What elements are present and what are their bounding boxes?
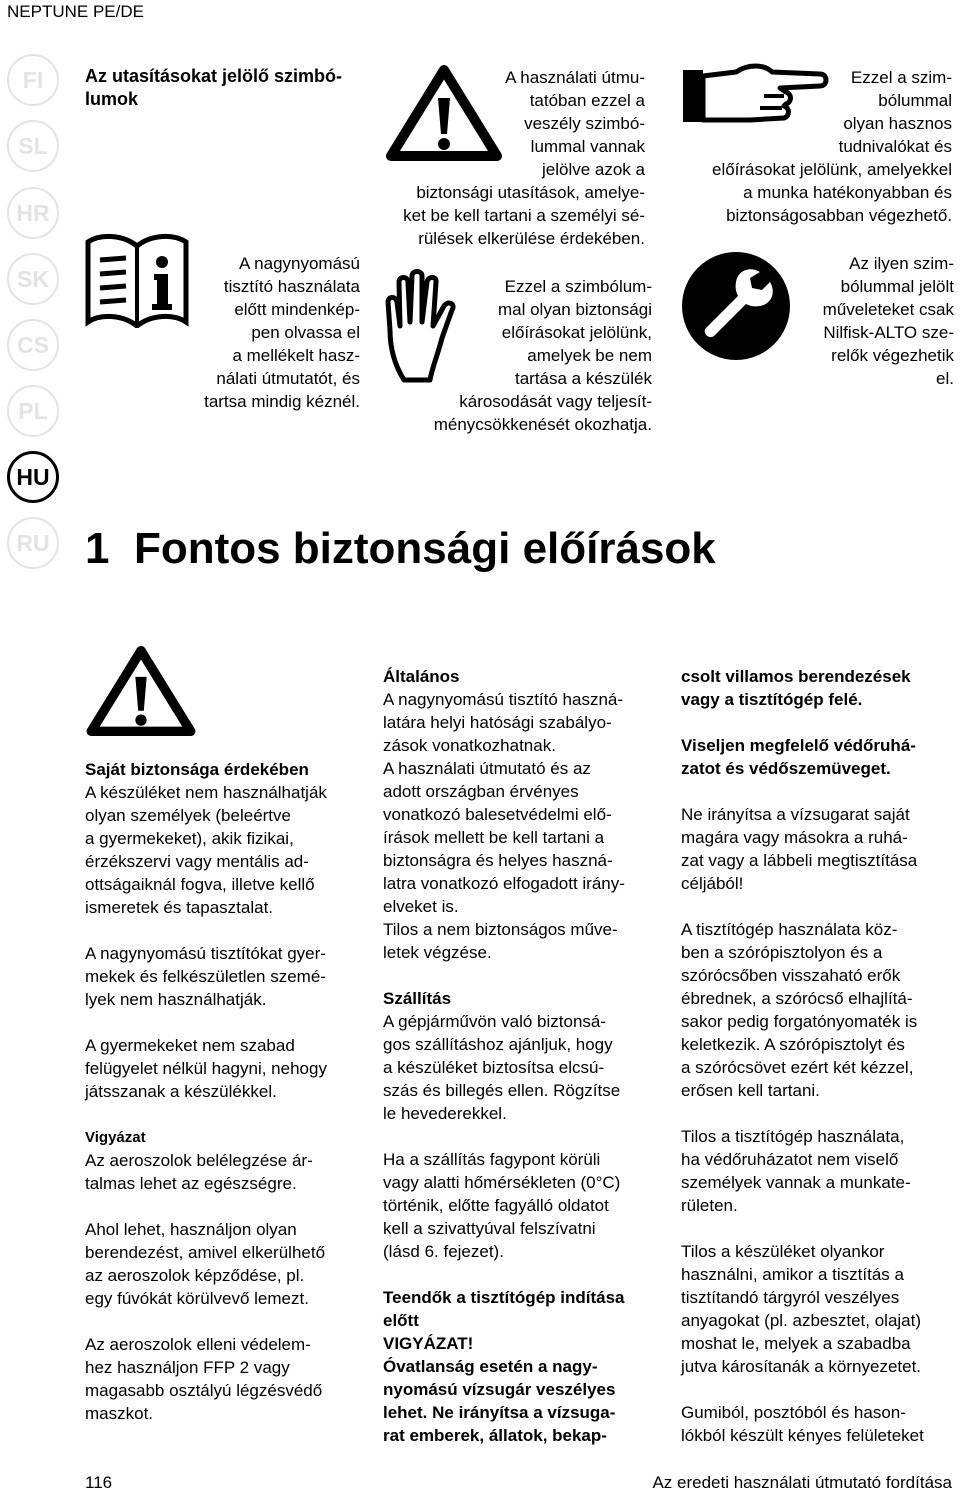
warning-triangle-icon (85, 645, 197, 737)
footer-note: Az eredeti használati útmutató fordítása (652, 1473, 952, 1492)
language-tab-sk[interactable]: SK (7, 253, 59, 305)
language-tab-ru[interactable]: RU (7, 517, 59, 569)
column-3: csolt villamos berendezések vagy a tisztítógép felé. Viseljen megfelelő védőruhá- zatot és védőszemüveget. Ne irányítsa a vízsugarat saját magára vagy másokra a ruhá- zat vagy a lábbeli megtisztítása céljából! A tisztítógép használata köz- ben a szórópisztolyon és a szórócsőben visszaható erők ébrednek, a szórócső elhajlítá- sakor pedig forgatónyomaték is keletkezik. A szórópisztolyt és a szórócsövet ezért két kézzel, erősen kell tartani. Tilos a tisztítógép használata, ha védőruházatot nem viselő személyek vannak a munkate- rületen. Tilos a készüléket olyankor használni, amikor a tisztítás a tisztítandó tárgyról veszélyes anyagokat (pl. azbesztet, olajat) moshat le, melyek a szabadba jutva károsítanák a környezetet. Gumiból, posztóból és hason- lókból készült kényes felületeket (681, 667, 924, 1445)
column-2: Általános A nagynyomású tisztító haszná- latára helyi hatósági szabályo- zások vonatkozhatnak. A használati útmutató és az adott országban érvényes vonatkozó balesetvédelmi elő- írások mellett be kell tartani a biztonságra és helyes haszná- latra vonatkozó elfogadott irány- elveket is. Tilos a nem biztonságos műve- letek végzése. Szállítás A gépjárművön való biztonsá- gos szállításhoz ajánljuk, hogy a készüléket biztosítsa elcsú- szás és billegés ellen. Rögzítse le hevederekkel. Ha a szállítás fagypont körüli vagy alatti hőmérsékleten (0°C) történik, előtte fagyálló oldatot kell a szivattyúval felszívatni (lásd 6. fejezet). Teendők a tisztítógép indítása előtt VIGYÁZAT! Óvatlanság esetén a nagy- nyomású vízsugár veszélyes lehet. Ne irányítsa a vízsuga- rat emberek, állatok, bekap- (383, 665, 663, 1447)
section-heading: Szállítás (383, 989, 452, 1008)
language-tab-hu[interactable]: HU (7, 451, 59, 503)
symbols-section-title: Az utasításokat jelölő szimbó- lumok (85, 66, 343, 109)
language-tab-hr[interactable]: HR (7, 187, 59, 239)
chapter-title: Fontos biztonsági előírások (133, 524, 716, 573)
book-symbol-text: A nagynyomású tisztító használata előtt mindenkép- pen olvassa el a mellékelt hasz- nálati útmutatót, és tartsa mindig kéznél. (204, 254, 360, 411)
hand-symbol-text: Ezzel a szimbólum- mal olyan biztonsági előírásokat jelölünk, amelyek be nem tartása a készülék károsodását vagy teljesít- ménycsökkenését okozhatja. (433, 277, 652, 434)
document-header: NEPTUNE PE/DE (7, 2, 144, 21)
caution-heading: Vigyázat (85, 1129, 146, 1146)
section-heading: Teendők a tisztítógép indítása (383, 1288, 625, 1307)
column-1: Saját biztonsága érdekében A készüléket nem használhatják olyan személyek (beleértve a gyermekeket), akik fizikai, érzékszervi vagy mentális ad- ottságaiknál fogva, illetve kellő ismeretek és tapasztalat. A nagynyomású tisztítókat gyer- mekek és felkészületlen szemé- lyek nem használhatják. A gyermekeket nem szabad felügyelet nélkül hagyni, nehogy játsszanak a készülékkel. Vigyázat Az aeroszolok belélegzése ár- talmas lehet az egészségre. Ahol lehet, használjon olyan berendezést, amivel elkerülhető az aeroszolok képződése, pl. egy fúvókát körülvevő lemezt. Az aeroszolok elleni védelem- hez használjon FFP 2 vagy magasabb osztályú légzésvédő maszkot. (85, 758, 365, 1425)
language-tab-fi[interactable]: FI (7, 54, 59, 106)
warning-label: VIGYÁZAT! (383, 1334, 474, 1353)
page-number: 116 (85, 1473, 113, 1492)
chapter-number: 1 (85, 524, 110, 573)
chapter-heading (85, 524, 716, 574)
warning-symbol-text: A használati útmu- tatóban ezzel a veszély szimbó- lummal vannak jelölve azok a biztonsági utasítások, amelye- ket be kell tartani a személyi sé- rülések elkerülése érdekében. (403, 68, 645, 248)
wrench-symbol-text: Az ilyen szim- bólummal jelölt műveleteket csak Nilfisk-ALTO sze- relők végezhetik el. (822, 254, 954, 388)
language-tab-sl[interactable]: SL (7, 120, 59, 172)
language-tab-cs[interactable]: CS (7, 319, 59, 371)
pointing-symbol-text: Ezzel a szim- bólummal olyan hasznos tudnivalókat és előírásokat jelölünk, amelyekkel a munka hatékonyabban és biztonságosabban végezhető. (711, 68, 952, 225)
section-heading: Általános (383, 667, 460, 686)
section-heading: Saját biztonsága érdekében (85, 760, 309, 779)
language-tab-pl[interactable]: PL (7, 385, 59, 437)
